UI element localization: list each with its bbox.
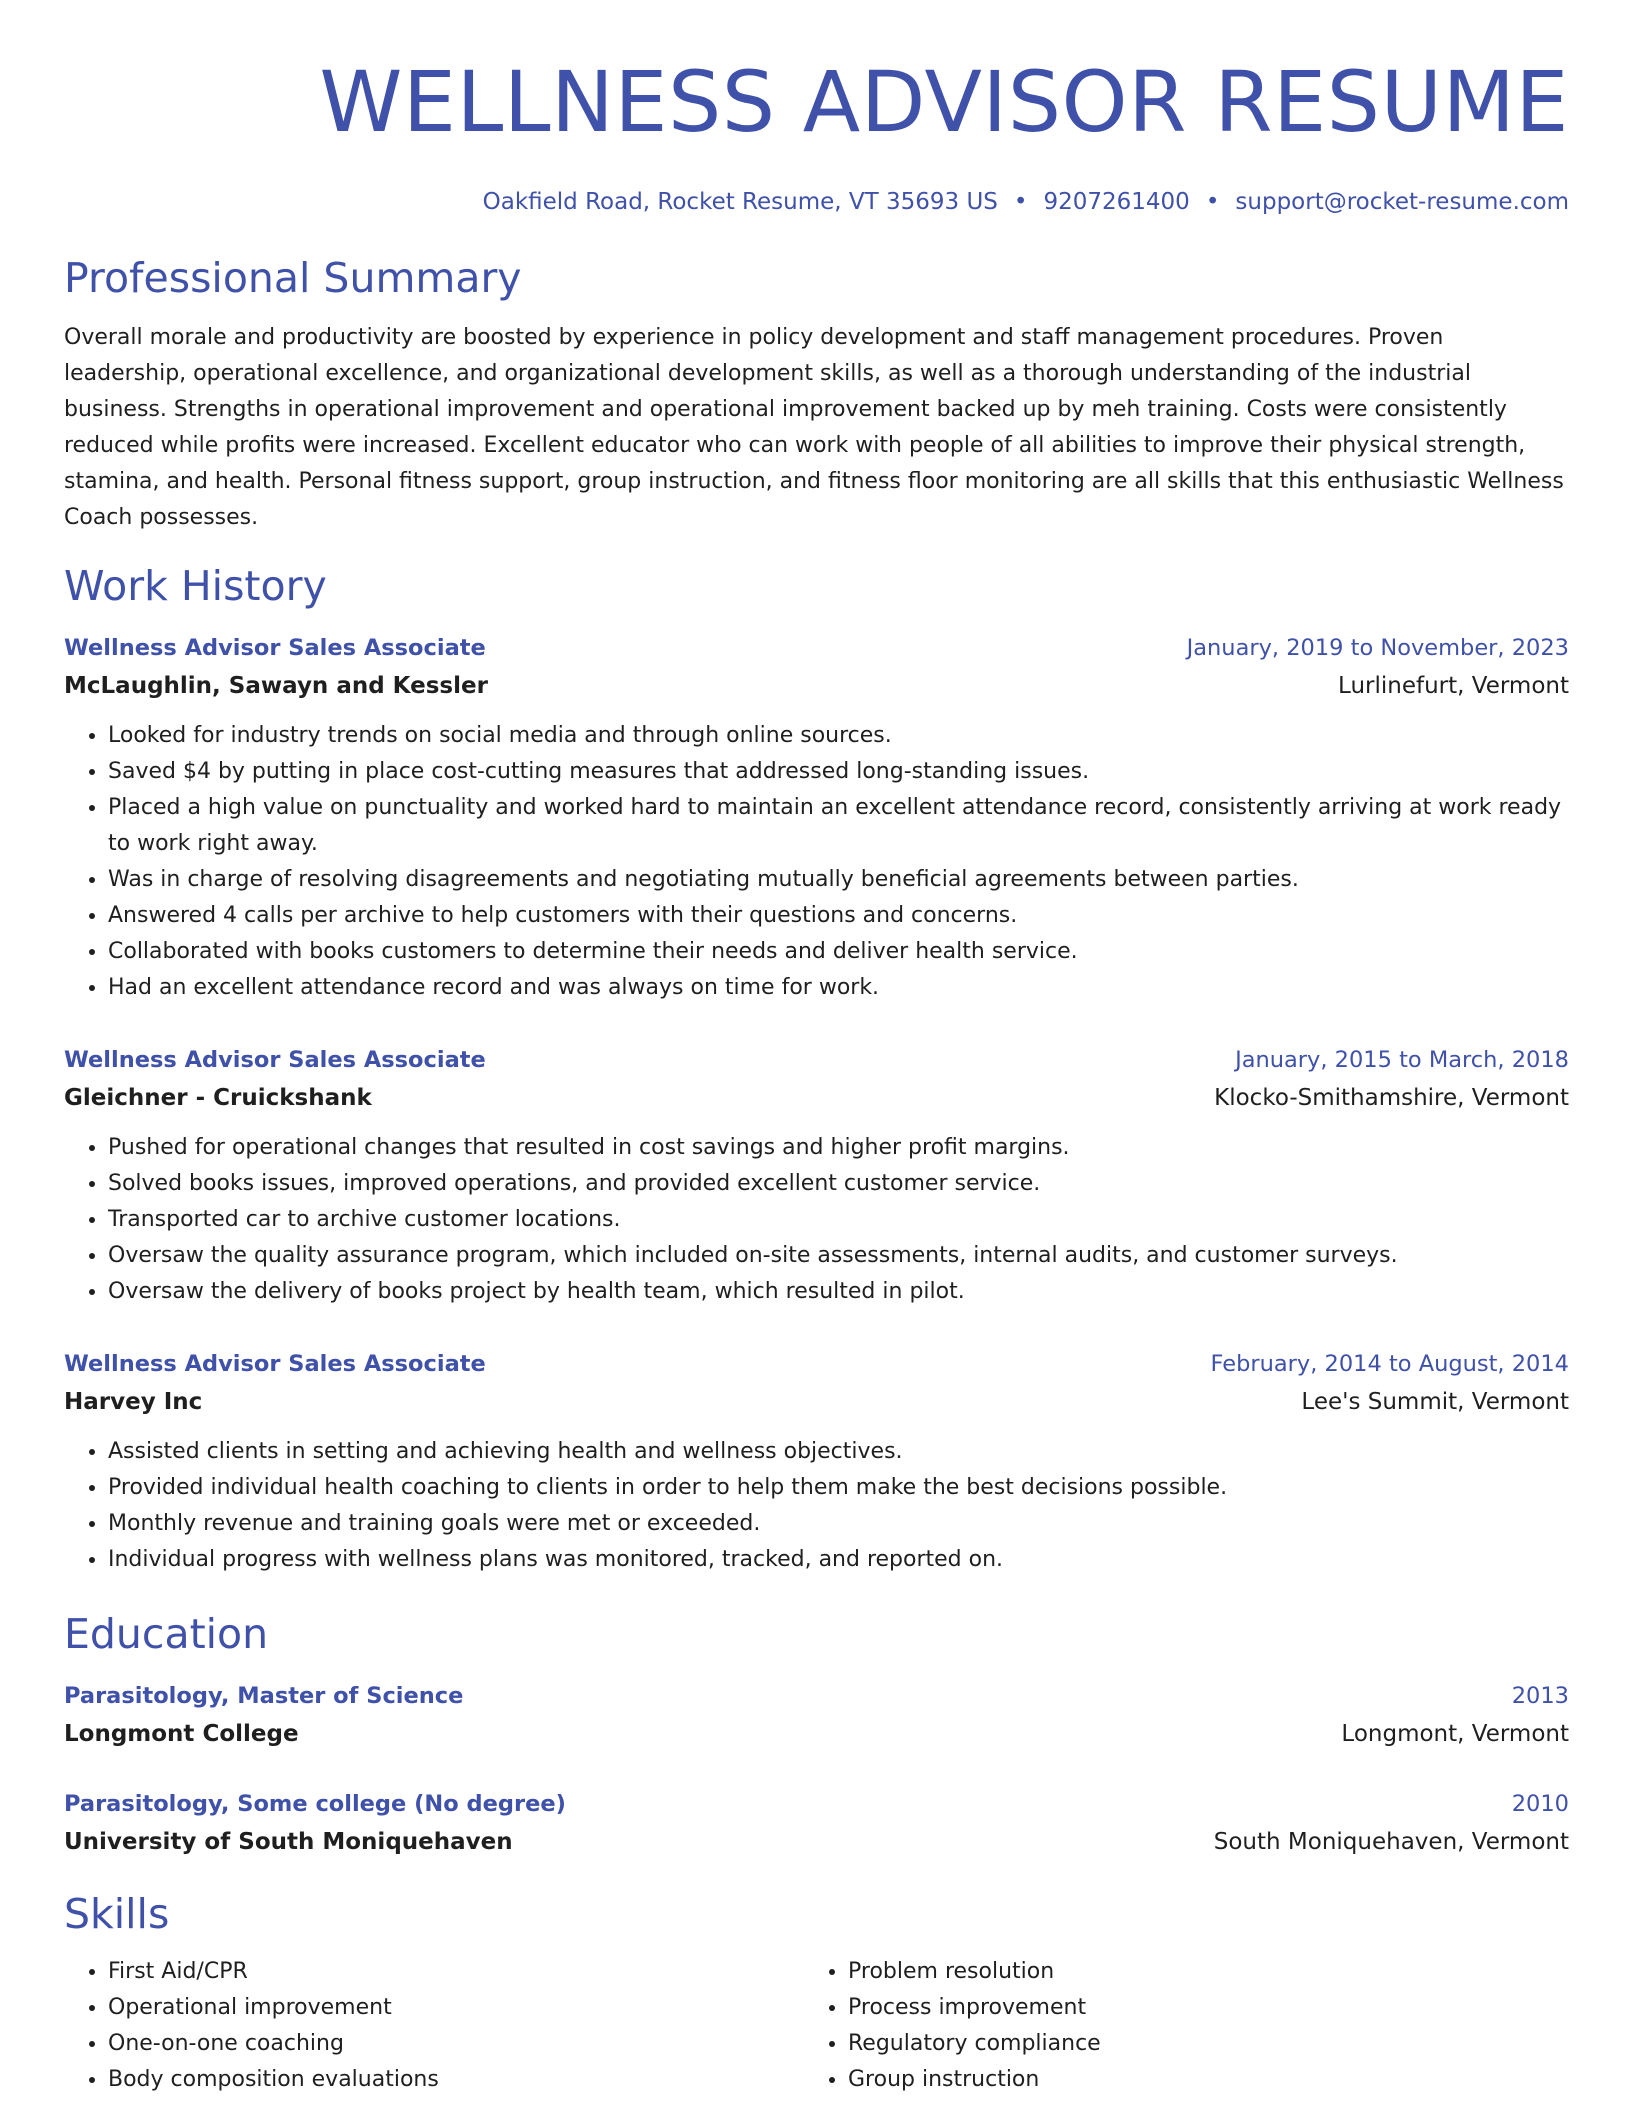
skills-column-left [64, 1954, 804, 2098]
job-bullet: • Transported car to archive customer locations. [108, 1202, 1569, 1238]
education-entry [64, 1678, 1569, 1754]
education-school: Longmont College [64, 1721, 299, 1747]
education-location: South Moniquehaven, Vermont [1213, 1829, 1569, 1855]
job-bullet: • Had an excellent attendance record and was always on time for work. [108, 970, 1569, 1006]
job-title: Wellness Advisor Sales Associate [64, 635, 486, 661]
job-bullets [64, 718, 1569, 1006]
job-title: Wellness Advisor Sales Associate [64, 1047, 486, 1073]
contact-separator: • [1205, 189, 1220, 215]
skills-heading: Skills [64, 1890, 170, 1938]
job-bullet: • Solved books issues, improved operations, and provided excellent customer service. [108, 1166, 1569, 1202]
education-degree: Parasitology, Some college (No degree) [64, 1791, 566, 1817]
education-year: 2010 [1511, 1791, 1569, 1817]
job-dates: January, 2015 to March, 2018 [1235, 1047, 1569, 1073]
job-entry [64, 630, 1569, 1006]
skill-item: • Problem resolution [848, 1954, 1544, 1990]
skill-item: • Body composition evaluations [108, 2062, 804, 2098]
job-location: Lee's Summit, Vermont [1301, 1389, 1569, 1415]
skill-item: • Group instruction [848, 2062, 1544, 2098]
contact-line [64, 186, 1569, 218]
job-bullet: • Answered 4 calls per archive to help customers with their questions and concerns. [108, 898, 1569, 934]
skills-list [64, 1954, 1569, 2098]
skill-item: • Process improvement [848, 1990, 1544, 2026]
skill-item: • Operational improvement [108, 1990, 804, 2026]
job-location: Lurlinefurt, Vermont [1338, 673, 1569, 699]
education-degree: Parasitology, Master of Science [64, 1683, 464, 1709]
resume-title: WELLNESS ADVISOR RESUME [319, 53, 1569, 151]
job-bullets [64, 1434, 1569, 1578]
job-title: Wellness Advisor Sales Associate [64, 1351, 486, 1377]
job-company: Harvey Inc [64, 1389, 203, 1415]
job-company: Gleichner - Cruickshank [64, 1085, 372, 1111]
job-bullet: • Collaborated with books customers to determine their needs and deliver health service. [108, 934, 1569, 970]
work-history-heading: Work History [64, 562, 327, 610]
contact-phone: 9207261400 [1043, 189, 1190, 215]
resume-header [64, 50, 1569, 218]
education-year: 2013 [1511, 1683, 1569, 1709]
job-company: McLaughlin, Sawayn and Kessler [64, 673, 488, 699]
contact-email: support@rocket-resume.com [1235, 189, 1569, 215]
education-entry [64, 1786, 1569, 1862]
skill-item: • One-on-one coaching [108, 2026, 804, 2062]
job-bullet: • Provided individual health coaching to clients in order to help them make the best decisions possible. [108, 1470, 1569, 1506]
job-bullet: • Monthly revenue and training goals were met or exceeded. [108, 1506, 1569, 1542]
contact-address: Oakfield Road, Rocket Resume, VT 35693 US [482, 189, 998, 215]
job-bullets [64, 1130, 1569, 1310]
job-entry [64, 1042, 1569, 1310]
education-heading: Education [64, 1610, 269, 1658]
education-location: Longmont, Vermont [1341, 1721, 1569, 1747]
job-bullet: • Was in charge of resolving disagreements and negotiating mutually beneficial agreements between parties. [108, 862, 1569, 898]
job-bullet: • Placed a high value on punctuality and worked hard to maintain an excellent attendance record, consistently arriving at work ready to work right away. [108, 790, 1569, 862]
job-location: Klocko-Smithamshire, Vermont [1214, 1085, 1569, 1111]
job-dates: January, 2019 to November, 2023 [1186, 635, 1569, 661]
job-bullet: • Saved $4 by putting in place cost-cutting measures that addressed long-standing issues. [108, 754, 1569, 790]
job-bullet: • Pushed for operational changes that resulted in cost savings and higher profit margins. [108, 1130, 1569, 1166]
skill-item: • Regulatory compliance [848, 2026, 1544, 2062]
skills-column-right [804, 1954, 1544, 2098]
job-bullet: • Oversaw the quality assurance program, which included on-site assessments, internal audits, and customer surveys. [108, 1238, 1569, 1274]
education-school: University of South Moniquehaven [64, 1829, 513, 1855]
skill-item: • First Aid/CPR [108, 1954, 804, 1990]
contact-separator: • [1013, 189, 1028, 215]
job-bullet: • Oversaw the delivery of books project by health team, which resulted in pilot. [108, 1274, 1569, 1310]
summary-heading: Professional Summary [64, 254, 522, 302]
summary-text: Overall morale and productivity are boosted by experience in policy development and staff management procedures. Proven leadership, operational excellence, and organizational development skills, as well as a thorough understanding of the industrial business. Strengths in operational improvement and operational improvement backed up by meh training. Costs were consistently reduced while profits were increased. Excellent educator who can work with people of all abilities to improve their physical strength, stamina, and health. Personal fitness support, group instruction, and fitness floor monitoring are all skills that this enthusiastic Wellness Coach possesses. [64, 325, 1564, 530]
job-dates: February, 2014 to August, 2014 [1210, 1351, 1569, 1377]
job-entry [64, 1346, 1569, 1578]
job-bullet: • Assisted clients in setting and achieving health and wellness objectives. [108, 1434, 1569, 1470]
job-bullet: • Looked for industry trends on social media and through online sources. [108, 718, 1569, 754]
job-bullet: • Individual progress with wellness plans was monitored, tracked, and reported on. [108, 1542, 1569, 1578]
